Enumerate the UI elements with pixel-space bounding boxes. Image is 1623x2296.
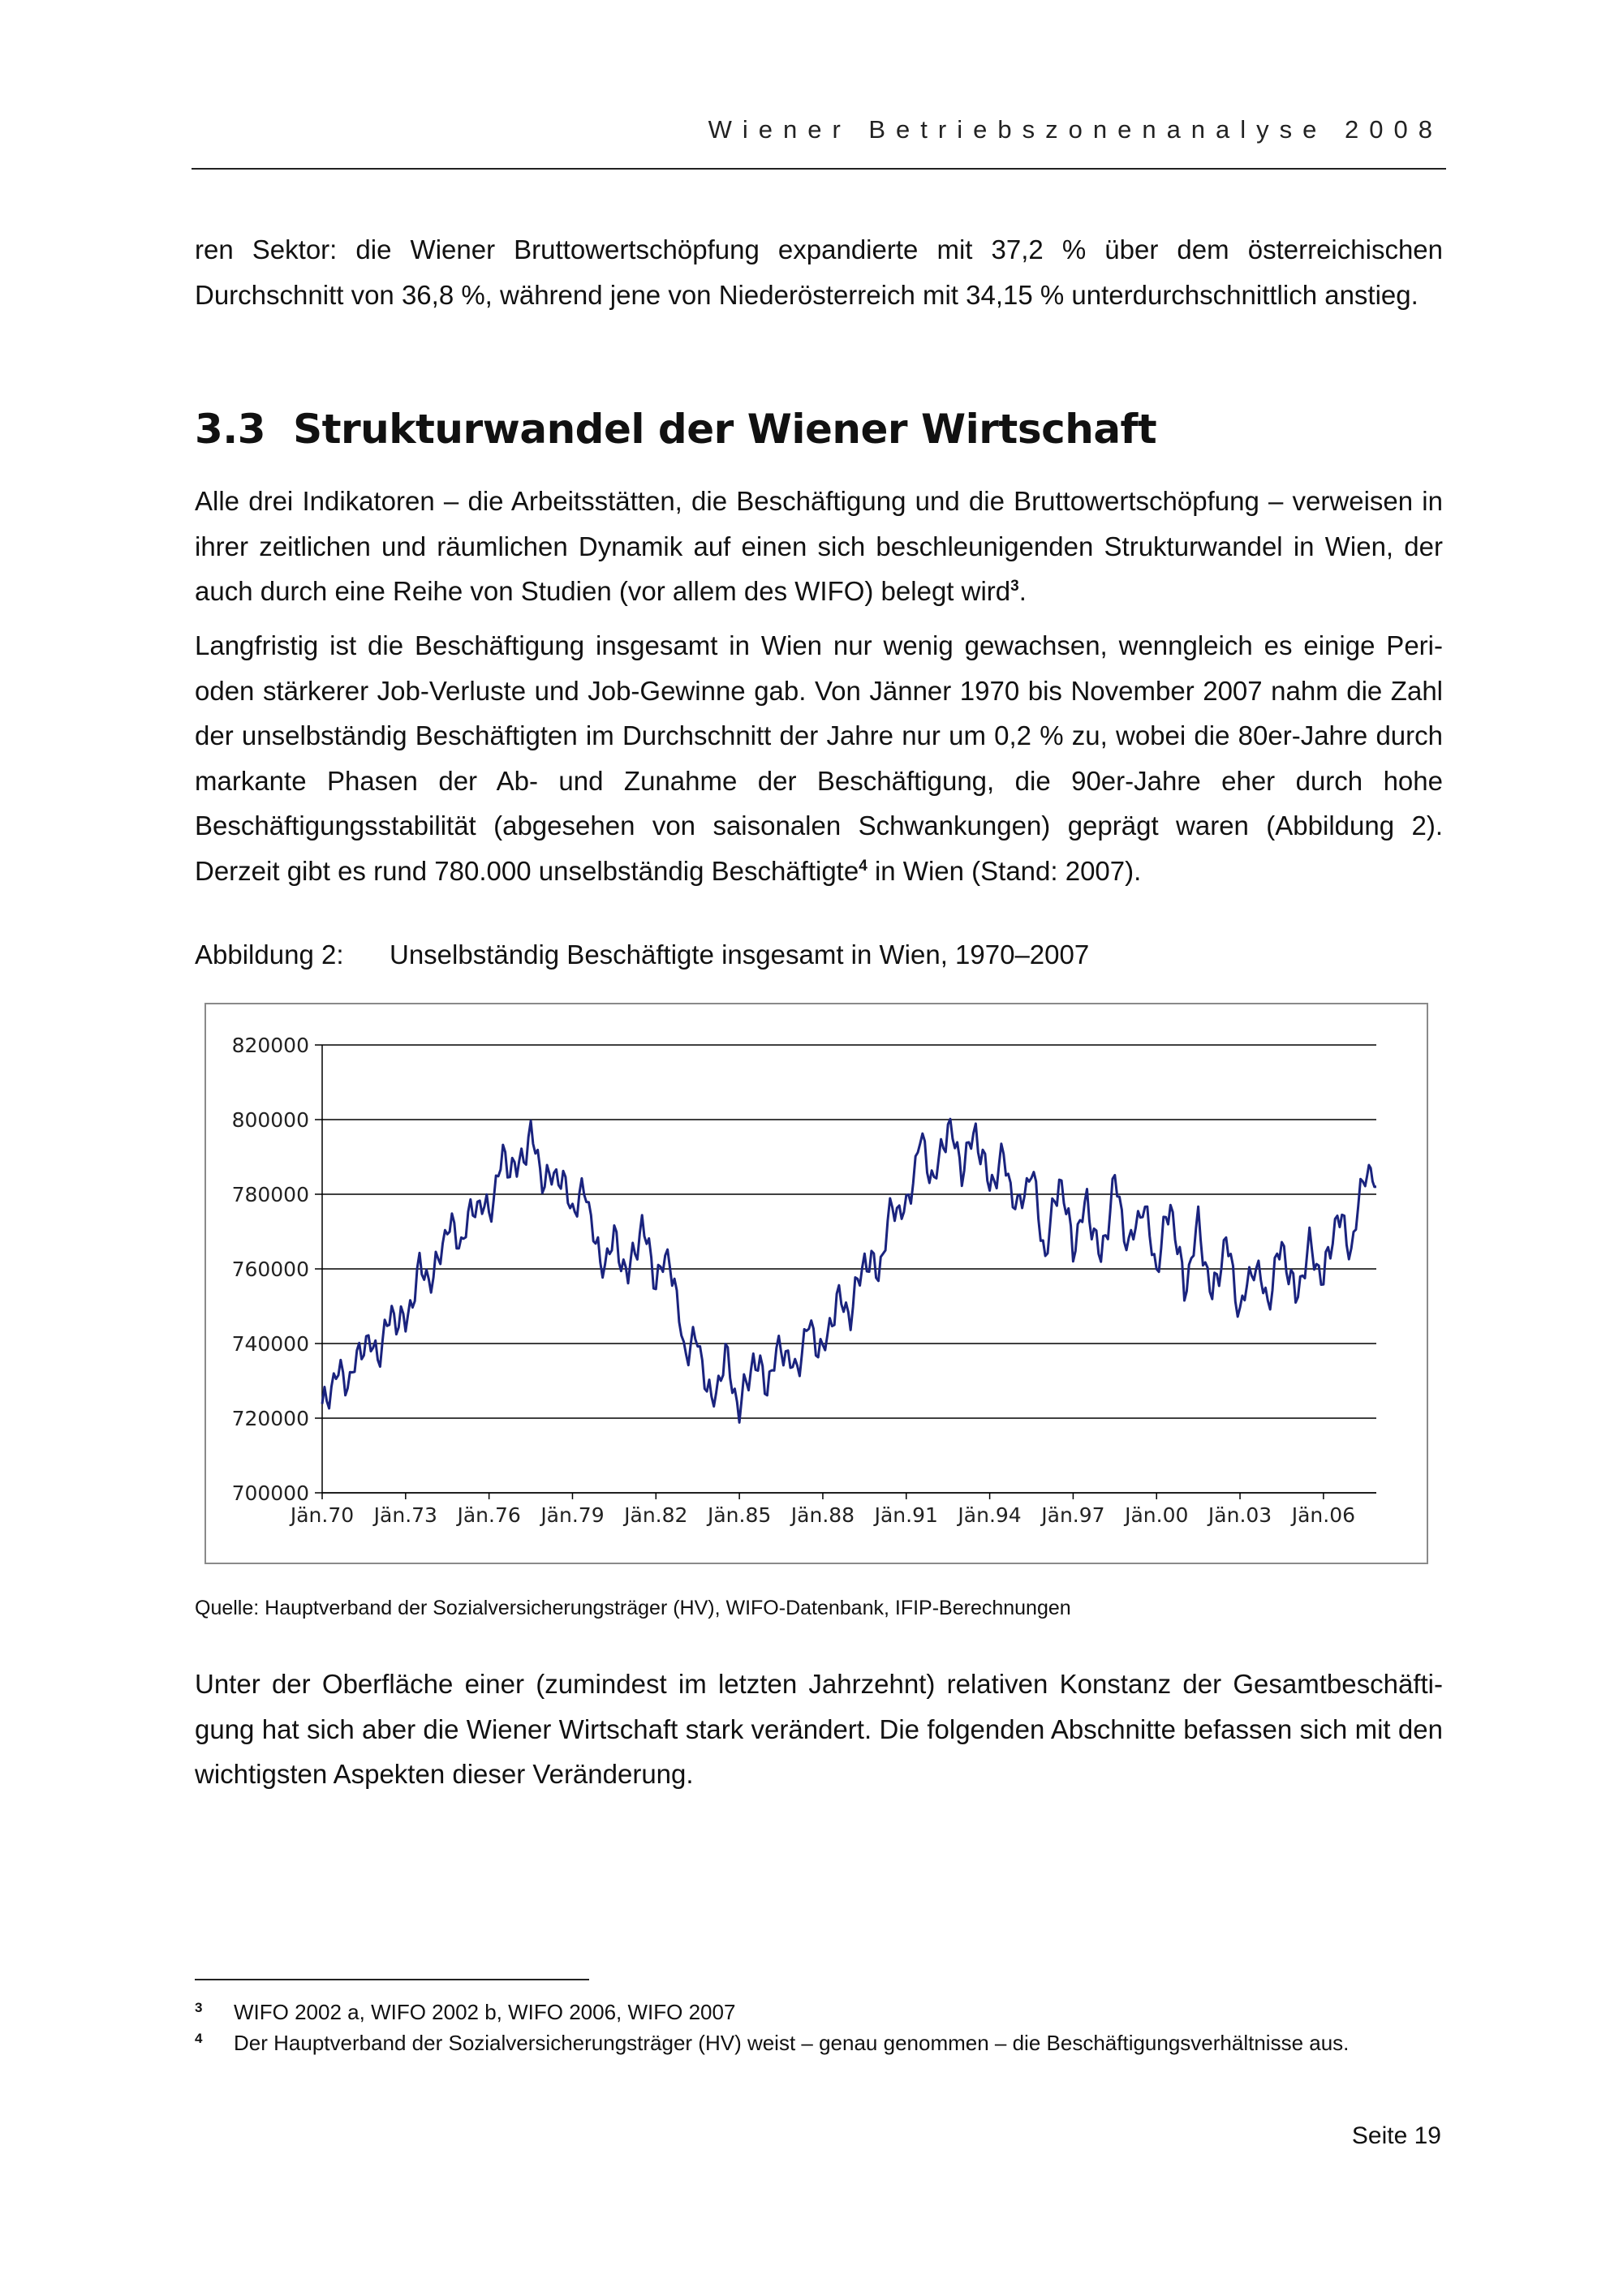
x-tick-label: Jän.73 [373,1503,437,1527]
page-number: Seite 19 [1351,2122,1441,2149]
paragraph-indicators-end: . [1018,576,1027,606]
x-tick-label: Jän.79 [540,1503,605,1527]
y-tick-label: 720000 [231,1407,309,1430]
figure-source: Quelle: Hauptverband der Sozialversicherungsträger (HV), WIFO-Datenbank, IFIP-Berechnungen [195,1597,1071,1619]
paragraph-employment [195,623,1443,893]
footnote-ref-3[interactable]: 3 [1010,578,1019,595]
chart-series [322,1119,1376,1422]
footnote-ref-4[interactable]: 4 [859,857,867,875]
x-tick-label: Jän.85 [707,1503,772,1527]
y-tick-label: 820000 [231,1034,309,1057]
x-axis-ticks [289,1503,1355,1527]
paragraph-employment-end: in Wien (Stand: 2007). [867,855,1142,886]
footnote-3 [195,2000,735,2025]
x-tick-label: Jän.70 [290,1503,355,1527]
figure-caption [195,939,1089,970]
x-tick-label: Jän.82 [624,1503,688,1527]
y-tick-label: 780000 [231,1183,309,1206]
x-tick-label: Jän.00 [1125,1503,1189,1527]
x-tick-label: Jän.91 [874,1503,938,1527]
x-tick-label: Jän.88 [790,1503,855,1527]
section-number: 3.3 [195,406,266,453]
x-tick-label: Jän.06 [1291,1503,1356,1527]
x-tick-label: Jän.03 [1208,1503,1272,1527]
footnote-text: WIFO 2002 a, WIFO 2002 b, WIFO 2006, WIFO 2007 [234,2000,736,2024]
footnote-number: 4 [195,2031,203,2046]
y-tick-label: 700000 [231,1481,309,1505]
paragraph-employment-text: Langfristig ist die Beschäftigung insgesamt in Wien nur wenig gewachsen, wenngleich es einige Perioden stärkerer Job-Verluste und Job-Gewinne gab. Von Jänner 1970 bis November 2007 nahm die Zahl der unselbständig Beschäftigten im Durchschnitt der Jahre nur um 0,2 % zu, wobei die 80er-Jahre durch markante Phasen der Ab- und Zunahme der Beschäftigung, die 90er-Jahre eher durch hohe Beschäftigungsstabilität (abgesehen von saisonalen Schwankungen) geprägt waren (Abbildung 2). Derzeit gibt es rund 780.000 unselbständig Beschäftigte [195,630,1443,886]
chart-gridlines [322,1045,1376,1493]
chart-frame [204,1003,1428,1564]
footnote-4 [195,2031,1349,2056]
employment-line-chart [206,1004,1427,1563]
paragraph-intro: ren Sektor: die Wiener Bruttowertschöpfung expandierte mit 37,2 % über dem österreichischen Durchschnitt von 36,8 %, während jene von Niederösterreich mit 34,15 % unterdurchschnittlich anstieg. [195,234,1443,310]
chart-axes [315,1045,1376,1499]
figure-label: Abbildung 2: [195,939,344,970]
paragraph-conclusion: Unter der Oberfläche einer (zumindest im letzten Jahrzehnt) relativen Konstanz der Gesamtbeschäftigung hat sich aber die Wiener Wirtschaft stark verändert. Die folgenden Abschnitte befassen sich mit den wichtigsten Aspekten dieser Veränderung. [195,1669,1443,1789]
y-tick-label: 760000 [231,1258,309,1281]
figure-title: Unselbständig Beschäftigte insgesamt in Wien, 1970–2007 [390,939,1090,970]
header-divider [192,168,1446,170]
running-header: Wiener Betriebszonenanalyse 2008 [708,115,1443,144]
footnote-number: 3 [195,2000,203,2015]
paragraph-indicators-text: Alle drei Indikatoren – die Arbeitsstätten, die Beschäftigung und die Bruttowertschöpfung – verweisen in ihrer zeitlichen und räumlichen Dynamik auf einen sich beschleunigenden Strukturwandel in Wien, der auch durch eine Reihe von Studien (vor allem des WIFO) belegt wird [195,486,1443,606]
footnote-text: Der Hauptverband der Sozialversicherungsträger (HV) weist – genau genommen – die Beschäftigungsverhältnisse aus. [234,2031,1350,2055]
y-tick-label: 740000 [231,1332,309,1356]
series-line [322,1119,1376,1422]
x-tick-label: Jän.97 [1041,1503,1105,1527]
paragraph-indicators [195,479,1443,614]
x-tick-label: Jän.76 [457,1503,521,1527]
y-axis-ticks [232,1034,309,1505]
x-tick-label: Jän.94 [958,1503,1022,1527]
section-heading [195,406,1156,453]
section-title: Strukturwandel der Wiener Wirtschaft [293,406,1157,453]
footnote-divider [195,1979,589,1980]
y-tick-label: 800000 [231,1108,309,1132]
